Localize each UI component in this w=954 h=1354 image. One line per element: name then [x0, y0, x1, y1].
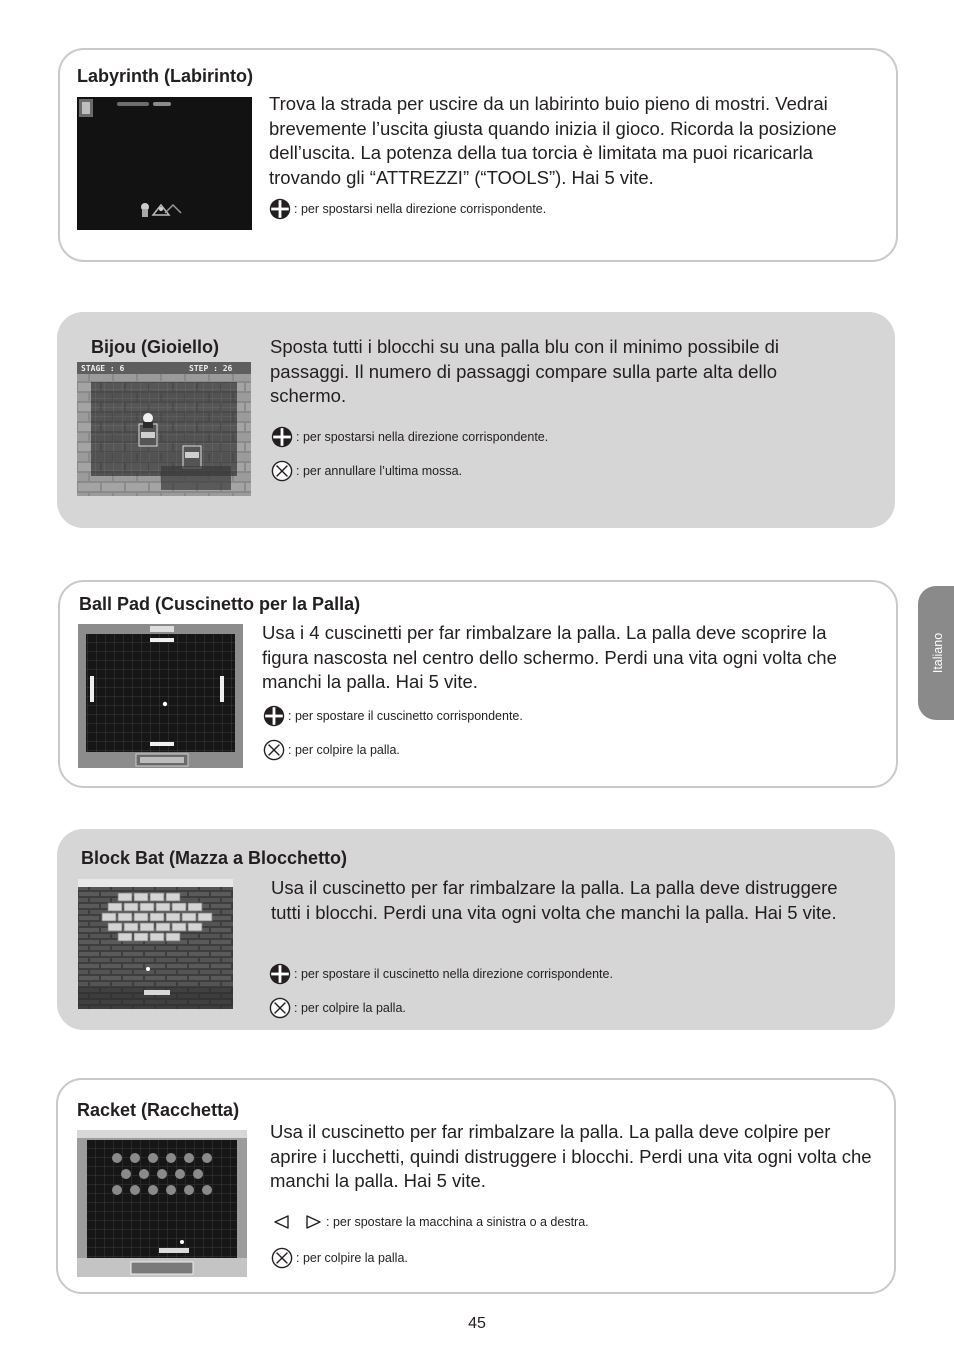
dpad-icon — [263, 705, 285, 727]
control-text: : per spostarsi nella direzione corrispondente. — [294, 202, 547, 216]
dpad-icon — [271, 426, 293, 448]
control-row — [269, 963, 613, 985]
dpad-icon — [269, 198, 291, 220]
game-description: Usa i 4 cuscinetti per far rimbalzare la palla. La palla deve scoprire la figura nascosta nel centro dello schermo. Perdi una vita ogni volta che manchi la palla. Hai 5 vite. — [262, 622, 837, 692]
control-row — [271, 1211, 589, 1233]
bijou-screenshot — [77, 362, 251, 496]
control-row — [263, 705, 523, 727]
cross-button-icon — [271, 460, 293, 482]
bijou-stage-label: STAGE : 6 — [81, 364, 125, 373]
bijou-step-label: STEP : 26 — [189, 364, 233, 373]
game-title: Block Bat (Mazza a Blocchetto) — [81, 848, 348, 868]
control-row — [269, 198, 546, 220]
labyrinth-screenshot — [77, 97, 252, 230]
cross-button-icon — [269, 997, 291, 1019]
control-text: : per colpire la palla. — [294, 1001, 406, 1015]
control-text: : per spostare il cuscinetto corrispondente. — [288, 709, 523, 723]
game-title: Labyrinth (Labirinto) — [77, 66, 253, 86]
control-text: : per spostarsi nella direzione corrispondente. — [296, 430, 549, 444]
dpad-icon — [269, 963, 291, 985]
game-description: Sposta tutti i blocchi su una palla blu con il minimo possibile di passaggi. Il numero di passaggi compare sulla parte alta dello schermo. — [270, 336, 780, 406]
control-text: : per colpire la palla. — [296, 1251, 408, 1265]
language-tab-label: Italiano — [931, 632, 945, 674]
control-row — [271, 1247, 408, 1269]
control-row — [271, 426, 548, 448]
control-text: : per colpire la palla. — [288, 743, 400, 757]
control-text: : per spostare la macchina a sinistra o a destra. — [326, 1215, 589, 1229]
game-title: Bijou (Gioiello) — [91, 337, 219, 357]
control-row — [269, 997, 406, 1019]
block-bat-screenshot — [78, 879, 233, 1009]
control-row — [271, 460, 462, 482]
game-title: Ball Pad (Cuscinetto per la Palla) — [79, 594, 361, 614]
control-row — [263, 739, 400, 761]
racket-screenshot — [77, 1130, 247, 1277]
left-right-arrows-icon — [271, 1211, 323, 1233]
ball-pad-screenshot — [78, 624, 243, 768]
control-text: : per annullare l’ultima mossa. — [296, 464, 463, 478]
game-title: Racket (Racchetta) — [77, 1100, 240, 1120]
game-description: Usa il cuscinetto per far rimbalzare la palla. La palla deve distruggere tutti i blocchi. Perdi una vita ogni volta che manchi la palla. Hai 5 vite. — [271, 877, 838, 923]
cross-button-icon — [271, 1247, 293, 1269]
language-side-tab — [918, 586, 954, 720]
control-text: : per spostare il cuscinetto nella direzione corrispondente. — [294, 967, 613, 981]
game-description: Usa il cuscinetto per far rimbalzare la palla. La palla deve colpire per aprire i lucchetti, quindi distruggere i blocchi. Perdi una vita ogni volta che manchi la palla. Hai 5 vite. — [270, 1121, 872, 1191]
game-description: Trova la strada per uscire da un labirinto buio pieno di mostri. Vedrai brevemente l’uscita giusta quando inizia il gioco. Ricorda la posizione dell’uscita. La potenza della tua torcia è limitata ma puoi ricaricarla trovando gli “ATTREZZI” (“TOOLS”). Hai 5 vite. — [269, 93, 837, 188]
page-number: 45 — [468, 1315, 486, 1332]
cross-button-icon — [263, 739, 285, 761]
